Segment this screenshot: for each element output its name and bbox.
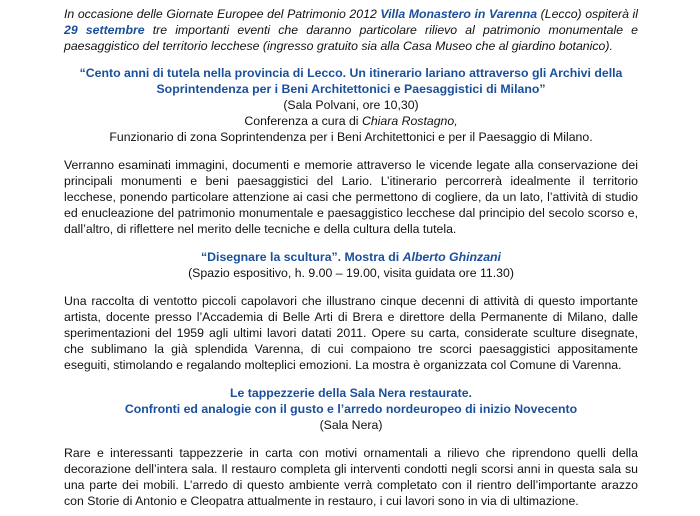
exhibition-title [64, 249, 638, 265]
exhibition-title-text: “Disegnare la scultura”. Mostra di [201, 250, 403, 264]
tapestries-description: Rare e interessanti tappezzerie in carta con motivi ornamentali a rilievo che riprendono quelli della decorazione dell’intera sala. Il restauro completa gli interventi condotti negli scorsi anni in questa sala su una parte dei mobili. L’arredo di questo ambiente verrà completato con il rientro dell’importante arazzo con Storie di Antonio e Cleopatra attualmente in restauro, i cui lavori sono in via di ultimazione. [64, 446, 638, 508]
conference-description: Verranno esaminati immagini, documenti e memorie attraverso le vicende legate alla conservazione dei principali monumenti e beni paesaggistici del Lario. L’itinerario percorrerà idealmente il territorio lecchese, ponendo particolare attenzione ai casi che permettono di cogliere, da un lato, l’attività di studio ed enucleazione del patrimonio monumentale e paesaggistico lecchese dal principio del secolo scorso e, dall’altro, di riflettere nel merito delle tecniche e della cultura della tutela. [64, 158, 638, 236]
event-conference [64, 65, 638, 237]
conference-venue: (Sala Polvani, ore 10,30) [283, 98, 419, 112]
speaker-prefix: Conferenza a cura di [244, 114, 362, 128]
speaker-role: Funzionario di zona Soprintendenza per i Beni Architettonici e per il Paesaggio di Milano. [109, 130, 593, 144]
tapestries-venue: (Sala Nera) [319, 418, 383, 432]
event-exhibition [64, 249, 638, 373]
event-date: 29 settembre [64, 23, 145, 37]
exhibition-venue: (Spazio espositivo, h. 9.00 – 19.00, visita guidata ore 11.30) [188, 266, 514, 280]
conference-title-line1: “Cento anni di tutela nella provincia di Lecco. Un itinerario lariano attraverso gli Archivi della [79, 66, 623, 80]
intro-paragraph [64, 6, 638, 54]
speaker-name: Chiara Rostagno, [361, 114, 458, 128]
intro-text-end: tre importanti eventi che daranno particolare rilievo al patrimonio monumentale e paesaggistico del territorio lecchese (ingresso gratuito sia alla Casa Museo che al giardino botanico). [64, 23, 638, 53]
tapestries-title-line1: Le tappezzerie della Sala Nera restaurate. [230, 386, 472, 400]
conference-speaker [64, 113, 638, 129]
conference-title-line2: Soprintendenza per i Beni Architettonici e Paesaggistici di Milano” [156, 82, 546, 96]
exhibition-artist: Alberto Ghinzani [402, 250, 501, 264]
document-page [64, 6, 638, 509]
event-tapestries [64, 385, 638, 509]
tapestries-title-line2: Confronti ed analogie con il gusto e l’arredo nordeuropeo di inizio Novecento [124, 402, 578, 416]
intro-text-start: In occasione delle Giornate Europee del Patrimonio 2012 [64, 7, 381, 21]
intro-text-middle: (Lecco) ospiterà il [537, 7, 638, 21]
venue-name: Villa Monastero in Varenna [380, 7, 538, 21]
exhibition-description: Una raccolta di ventotto piccoli capolavori che illustrano cinque decenni di attività di questo importante artista, docente presso l’Accademia di Belle Arti di Brera e direttore della Permanente di Milano, dalle sperimentazioni del 1959 agli ultimi lavori datati 2011. Opere su carta, considerate sculture disegnate, che sublimano la già splendida Varenna, di cui compaiono tre scorci paesaggistici appositamente eseguiti, stimolando e regalando molteplici emozioni. La mostra è organizzata col Comune di Varenna. [64, 294, 638, 372]
